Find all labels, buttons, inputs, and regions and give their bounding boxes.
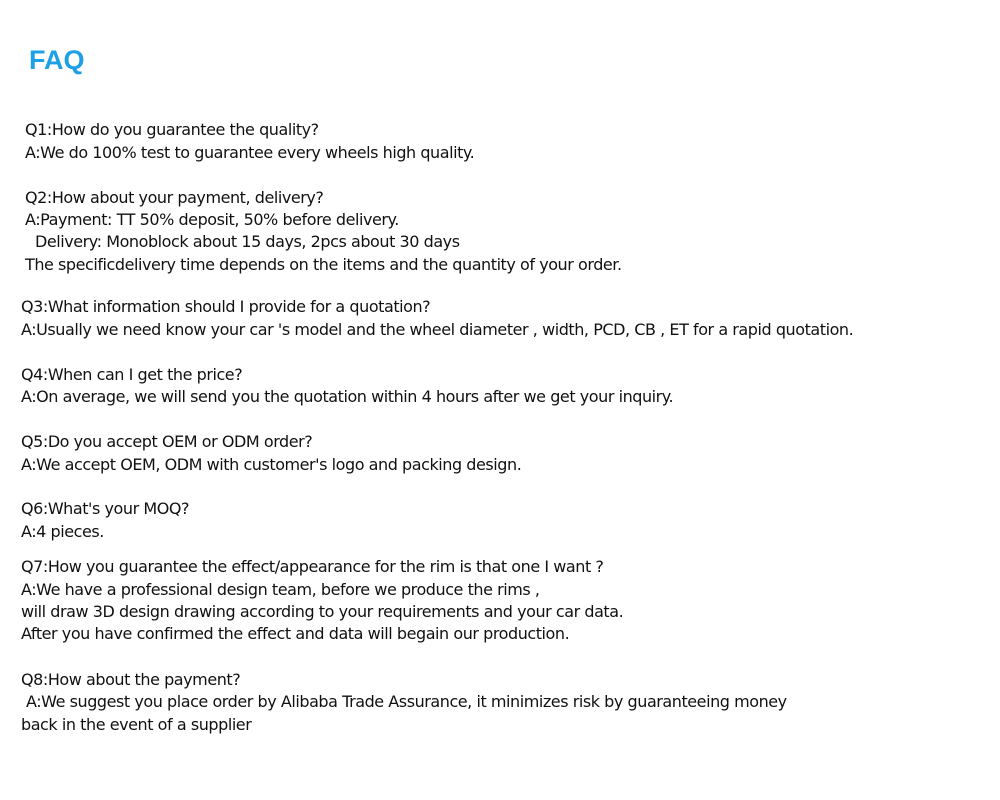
q7-answer-line-2: will draw 3D design drawing according to your requirements and your car data.: [21, 602, 624, 621]
q1-question: Q1:How do you guarantee the quality?: [25, 120, 319, 139]
q8-answer-line-1: A:We suggest you place order by Alibaba Trade Assurance, it minimizes risk by guaranteeing money: [26, 692, 787, 711]
q6-question: Q6:What's your MOQ?: [21, 499, 190, 518]
q6-answer: A:4 pieces.: [21, 522, 104, 541]
q2-answer-delivery: Delivery: Monoblock about 15 days, 2pcs about 30 days: [35, 232, 460, 251]
q3-answer: A:Usually we need know your car 's model and the wheel diameter , width, PCD, CB , ET for a rapid quotation.: [21, 320, 854, 339]
q4-answer: A:On average, we will send you the quotation within 4 hours after we get your inquiry.: [21, 387, 674, 406]
q8-answer-line-2: back in the event of a supplier: [21, 715, 252, 734]
q5-answer: A:We accept OEM, ODM with customer's logo and packing design.: [21, 455, 522, 474]
q7-question: Q7:How you guarantee the effect/appearance for the rim is that one I want ?: [21, 557, 604, 576]
q1-answer: A:We do 100% test to guarantee every wheels high quality.: [25, 143, 475, 162]
q5-question: Q5:Do you accept OEM or ODM order?: [21, 432, 313, 451]
q8-question: Q8:How about the payment?: [21, 670, 241, 689]
q2-answer-payment: A:Payment: TT 50% deposit, 50% before delivery.: [25, 210, 399, 229]
q4-question: Q4:When can I get the price?: [21, 365, 243, 384]
faq-heading: FAQ: [29, 45, 85, 75]
q7-answer-line-3: After you have confirmed the effect and data will begain our production.: [21, 624, 570, 643]
q3-question: Q3:What information should I provide for a quotation?: [21, 297, 431, 316]
q7-answer-line-1: A:We have a professional design team, before we produce the rims ,: [21, 580, 540, 599]
q2-answer-note: The specificdelivery time depends on the items and the quantity of your order.: [25, 255, 622, 274]
q2-question: Q2:How about your payment, delivery?: [25, 188, 324, 207]
